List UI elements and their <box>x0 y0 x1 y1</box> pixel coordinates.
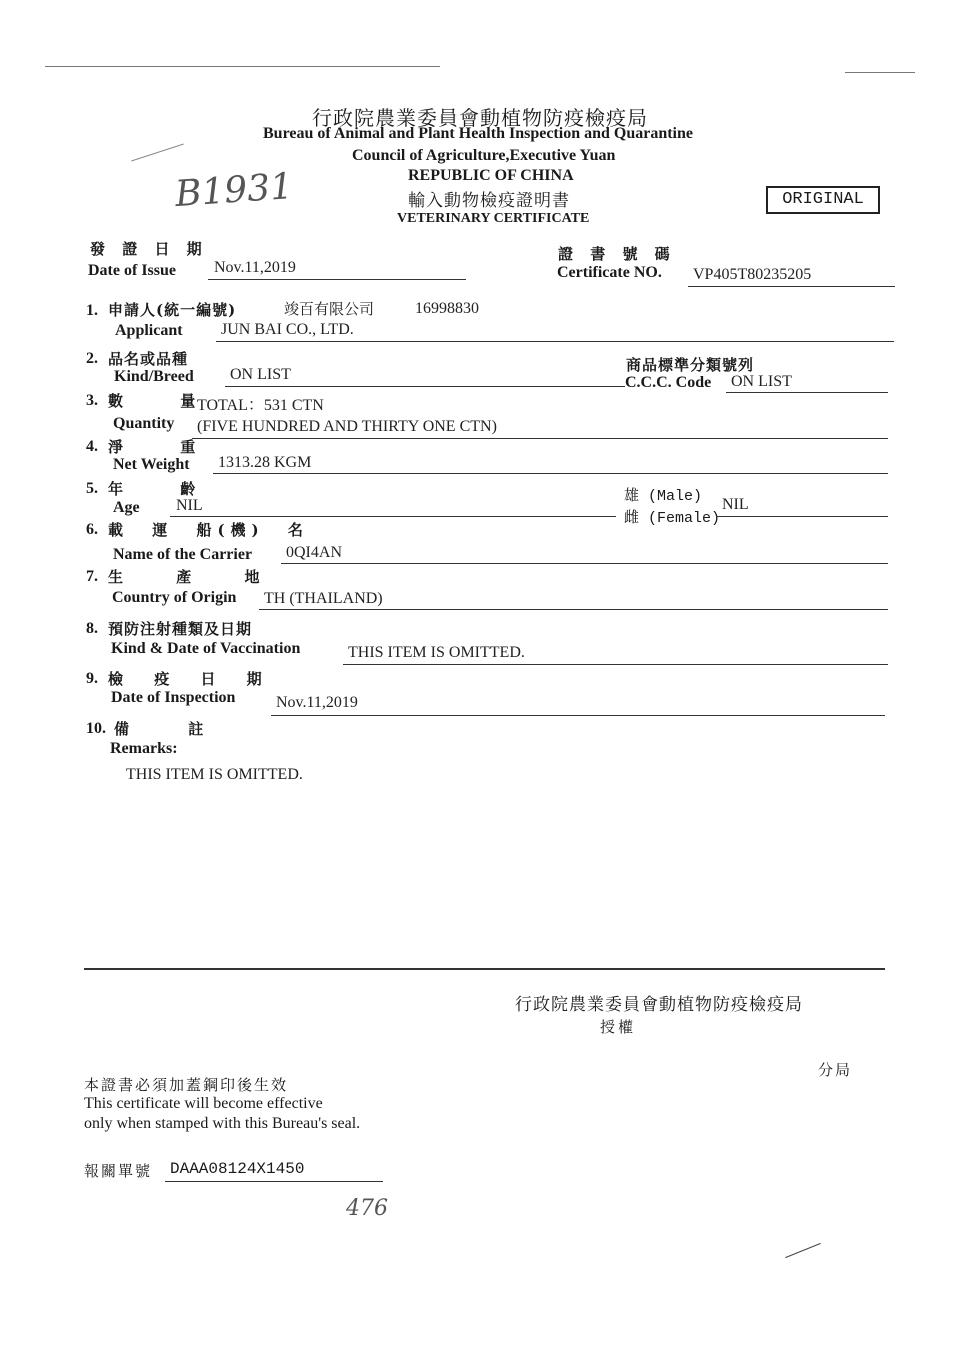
notice-en-line-1: This certificate will become effective <box>84 1095 323 1112</box>
council-name-en: Council of Agriculture,Executive Yuan <box>352 147 616 164</box>
certificate-title-en: VETERINARY CERTIFICATE <box>397 211 590 226</box>
handwritten-note: B1931 <box>173 165 295 216</box>
age-value: NIL <box>176 497 203 514</box>
sex-value: NIL <box>722 496 749 513</box>
pen-mark-bottom <box>785 1243 821 1258</box>
kind-line <box>225 386 625 387</box>
inspection-label-en: Date of Inspection <box>111 689 236 706</box>
applicant-tax-id: 16998830 <box>415 300 479 317</box>
kind-number: 2. <box>86 350 98 367</box>
quantity-label-zh: 數 量 <box>108 392 202 410</box>
male-label: 雄 (Male) <box>624 488 703 505</box>
certificate-no-label-en: Certificate NO. <box>557 264 662 281</box>
vaccination-number: 8. <box>86 620 98 637</box>
carrier-value: 0QI4AN <box>286 544 342 561</box>
pen-stroke <box>131 144 184 162</box>
notice-en-line-2: only when stamped with this Bureau's seal. <box>84 1115 361 1132</box>
footer-separator <box>84 968 885 970</box>
remarks-label-en: Remarks: <box>110 740 178 757</box>
top-rule-left <box>45 66 440 67</box>
net-weight-label-en: Net Weight <box>113 456 190 473</box>
ccc-value: ON LIST <box>731 373 792 390</box>
quantity-label-en: Quantity <box>113 415 175 432</box>
original-stamp: ORIGINAL <box>766 186 880 214</box>
notice-zh: 本證書必須加蓋鋼印後生效 <box>84 1076 289 1094</box>
carrier-label-zh: 載 運 船(機) 名 <box>108 521 309 539</box>
kind-value: ON LIST <box>230 366 291 383</box>
date-of-issue-value: Nov.11,2019 <box>214 259 296 276</box>
ccc-label-en: C.C.C. Code <box>625 374 712 391</box>
age-label-zh: 年 齡 <box>108 480 202 498</box>
ccc-label-zh: 商品標準分類號列 <box>626 356 755 374</box>
quantity-line <box>192 438 888 439</box>
origin-label-zh: 生 產 地 <box>108 568 266 586</box>
net-weight-label-zh: 淨 重 <box>108 438 202 456</box>
handwritten-page-number: 476 <box>346 1196 388 1221</box>
age-number: 5. <box>86 480 98 497</box>
carrier-label-en: Name of the Carrier <box>113 546 253 563</box>
certificate-no-value: VP405T80235205 <box>693 266 812 283</box>
vaccination-label-en: Kind & Date of Vaccination <box>111 640 301 657</box>
inspection-value: Nov.11,2019 <box>276 694 358 711</box>
age-label-en: Age <box>113 499 140 516</box>
branch-zh: 分局 <box>818 1061 853 1079</box>
inspection-number: 9. <box>86 670 98 687</box>
origin-label-en: Country of Origin <box>112 589 237 606</box>
customs-value: DAAA08124X1450 <box>170 1160 305 1178</box>
female-label: 雌 (Female) <box>624 510 721 527</box>
ccc-line <box>726 392 888 393</box>
age-line <box>170 516 616 517</box>
quantity-total: TOTAL：531 CTN <box>197 397 324 414</box>
vaccination-value: THIS ITEM IS OMITTED. <box>348 644 525 661</box>
carrier-line <box>281 563 888 564</box>
authorized-zh: 授權 <box>600 1018 637 1036</box>
remarks-number: 10. <box>86 720 106 737</box>
top-rule-right <box>845 72 915 73</box>
applicant-label-en: Applicant <box>115 322 183 339</box>
quantity-value: (FIVE HUNDRED AND THIRTY ONE CTN) <box>197 418 497 435</box>
applicant-number: 1. <box>86 302 98 319</box>
date-of-issue-line <box>208 279 466 280</box>
certificate-no-label-zh: 證 書 號 碼 <box>558 245 676 263</box>
sex-line <box>716 516 888 517</box>
certificate-title-zh: 輸入動物檢疫證明書 <box>408 191 570 211</box>
origin-number: 7. <box>86 568 98 585</box>
vaccination-line <box>343 664 888 665</box>
net-weight-number: 4. <box>86 438 98 455</box>
origin-value: TH (THAILAND) <box>264 590 383 607</box>
remarks-label-zh: 備 註 <box>114 720 210 738</box>
remarks-value: THIS ITEM IS OMITTED. <box>126 766 303 783</box>
applicant-label-zh: 申請人(統一編號) <box>108 301 237 319</box>
applicant-value: JUN BAI CO., LTD. <box>221 321 354 338</box>
origin-line <box>259 609 888 610</box>
inspection-label-zh: 檢 疫 日 期 <box>108 670 268 688</box>
carrier-number: 6. <box>86 521 98 538</box>
kind-label-zh: 品名或品種 <box>108 350 189 368</box>
authority-zh: 行政院農業委員會動植物防疫檢疫局 <box>515 995 803 1015</box>
date-of-issue-label-zh: 發 證 日 期 <box>90 240 208 258</box>
certificate-no-line <box>688 286 895 287</box>
customs-line <box>165 1181 383 1182</box>
inspection-line <box>271 715 885 716</box>
net-weight-value: 1313.28 KGM <box>218 454 312 471</box>
net-weight-line <box>213 473 888 474</box>
bureau-name-en: Bureau of Animal and Plant Health Inspection and Quarantine <box>263 125 693 142</box>
date-of-issue-label-en: Date of Issue <box>88 262 176 279</box>
bureau-title-zh: 行政院農業委員會動植物防疫檢疫局 <box>312 106 648 130</box>
vaccination-label-zh: 預防注射種類及日期 <box>108 620 253 638</box>
applicant-name-zh: 竣百有限公司 <box>284 300 375 318</box>
country-name-en: REPUBLIC OF CHINA <box>408 167 574 184</box>
customs-label-zh: 報關單號 <box>84 1162 153 1180</box>
applicant-line <box>216 341 894 342</box>
kind-label-en: Kind/Breed <box>114 368 194 385</box>
quantity-number: 3. <box>86 392 98 409</box>
